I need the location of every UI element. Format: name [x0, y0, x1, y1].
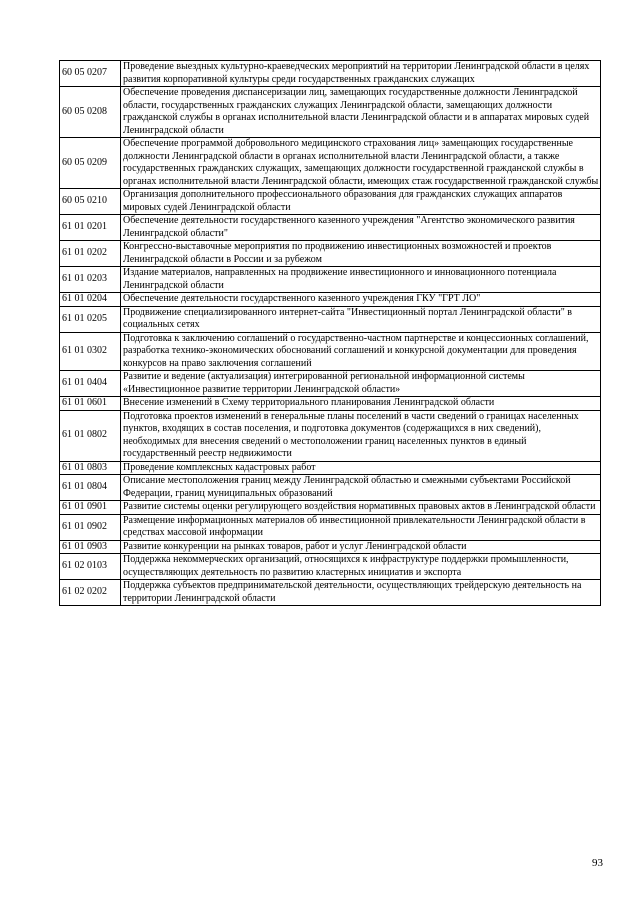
- table-row: [60, 189, 601, 215]
- table-row: [60, 371, 601, 397]
- page-number: 93: [592, 857, 603, 869]
- row-code: 61 01 0903: [60, 540, 121, 554]
- row-description: Организация дополнительного профессионального образования для гражданских служащих аппаратов мировых судей Ленинградской области: [121, 189, 601, 215]
- row-code: 60 05 0208: [60, 87, 121, 138]
- row-code: 61 01 0804: [60, 475, 121, 501]
- row-code: 61 01 0902: [60, 514, 121, 540]
- table-row: [60, 514, 601, 540]
- row-description: Обеспечение деятельности государственного казенного учреждения "Агентство экономического развития Ленинградской области": [121, 215, 601, 241]
- table-row: [60, 475, 601, 501]
- row-description: Внесение изменений в Схему территориального планирования Ленинградской области: [121, 397, 601, 411]
- row-description: Развитие системы оценки регулирующего воздействия нормативных правовых актов в Ленинградской области: [121, 501, 601, 515]
- row-description: Развитие конкуренции на рынках товаров, работ и услуг Ленинградской области: [121, 540, 601, 554]
- row-description: Развитие и ведение (актуализация) интегрированной региональной информационной системы «Инвестиционное развитие территории Ленинградской области»: [121, 371, 601, 397]
- row-code: 61 01 0601: [60, 397, 121, 411]
- row-description: Поддержка субъектов предпринимательской деятельности, осуществляющих трейдерскую деятельность на территории Ленинградской области: [121, 580, 601, 606]
- row-description: Продвижение специализированного интернет-сайта "Инвестиционный портал Ленинградской области" в социальных сетях: [121, 306, 601, 332]
- row-description: Конгрессно-выставочные мероприятия по продвижению инвестиционных возможностей и проектов Ленинградской области в России и за рубежом: [121, 241, 601, 267]
- table-row: [60, 267, 601, 293]
- row-code: 61 01 0302: [60, 332, 121, 371]
- table-row: [60, 215, 601, 241]
- table-row: [60, 293, 601, 307]
- table-row: [60, 61, 601, 87]
- row-code: 61 01 0404: [60, 371, 121, 397]
- row-code: 60 05 0207: [60, 61, 121, 87]
- table-row: [60, 410, 601, 461]
- row-code: 61 01 0203: [60, 267, 121, 293]
- row-description: Издание материалов, направленных на продвижение инвестиционного и инновационного потенциала Ленинградской области: [121, 267, 601, 293]
- row-code: 61 01 0803: [60, 461, 121, 475]
- row-code: 61 01 0201: [60, 215, 121, 241]
- row-code: 61 01 0204: [60, 293, 121, 307]
- table-row: [60, 580, 601, 606]
- row-description: Проведение комплексных кадастровых работ: [121, 461, 601, 475]
- row-description: Обеспечение проведения диспансеризации лиц, замещающих государственные должности Ленинградской области, государственных гражданских служащих Ленинградской области, замещающих должности гражданской службы в органах исполнительной власти Ленинградской области и в аппаратах мировых судей Ленинградской области: [121, 87, 601, 138]
- table-row: [60, 461, 601, 475]
- table-row: [60, 501, 601, 515]
- table-row: [60, 87, 601, 138]
- table-row: [60, 540, 601, 554]
- table-row: [60, 138, 601, 189]
- row-description: Описание местоположения границ между Ленинградской областью и смежными субъектами Российской Федерации, границ муниципальных образований: [121, 475, 601, 501]
- table-row: [60, 332, 601, 371]
- row-description: Подготовка к заключению соглашений о государственно-частном партнерстве и концессионных соглашений, разработка технико-экономических обоснований соглашений и конкурсной документации для проведения конкурсов на право заключения соглашений: [121, 332, 601, 371]
- row-description: Поддержка некоммерческих организаций, относящихся к инфраструктуре поддержки промышленности, осуществляющих деятельность по развитию кластерных инициатив и экспорта: [121, 554, 601, 580]
- budget-code-table-body: [60, 61, 601, 606]
- table-row: [60, 397, 601, 411]
- row-code: 60 05 0209: [60, 138, 121, 189]
- row-code: 61 01 0205: [60, 306, 121, 332]
- row-description: Проведение выездных культурно-краеведческих мероприятий на территории Ленинградской области в целях развития корпоративной культуры среди государственных гражданских служащих: [121, 61, 601, 87]
- row-description: Размещение информационных материалов об инвестиционной привлекательности Ленинградской области в средствах массовой информации: [121, 514, 601, 540]
- row-code: 60 05 0210: [60, 189, 121, 215]
- row-code: 61 02 0202: [60, 580, 121, 606]
- row-description: Подготовка проектов изменений в генеральные планы поселений в части сведений о границах населенных пунктов, входящих в состав поселения, и подготовка документов (содержащихся в них сведений), необходимых для внесения сведений о местоположении границ населенных пунктов в единый государственный реестр недвижимости: [121, 410, 601, 461]
- table-row: [60, 241, 601, 267]
- row-code: 61 01 0802: [60, 410, 121, 461]
- row-code: 61 01 0202: [60, 241, 121, 267]
- table-row: [60, 306, 601, 332]
- row-code: 61 02 0103: [60, 554, 121, 580]
- table-row: [60, 554, 601, 580]
- row-description: Обеспечение деятельности государственного казенного учреждения ГКУ "ГРТ ЛО": [121, 293, 601, 307]
- row-code: 61 01 0901: [60, 501, 121, 515]
- budget-code-table: [59, 60, 601, 606]
- row-description: Обеспечение программой добровольного медицинского страхования лиц» замещающих государственные должности Ленинградской области в органах исполнительной власти Ленинградской области, а также государственных гражданских служащих, замещающих должности государственной гражданской службы в органах исполнительной власти Ленинградской области, имеющих стаж государственной гражданской службы: [121, 138, 601, 189]
